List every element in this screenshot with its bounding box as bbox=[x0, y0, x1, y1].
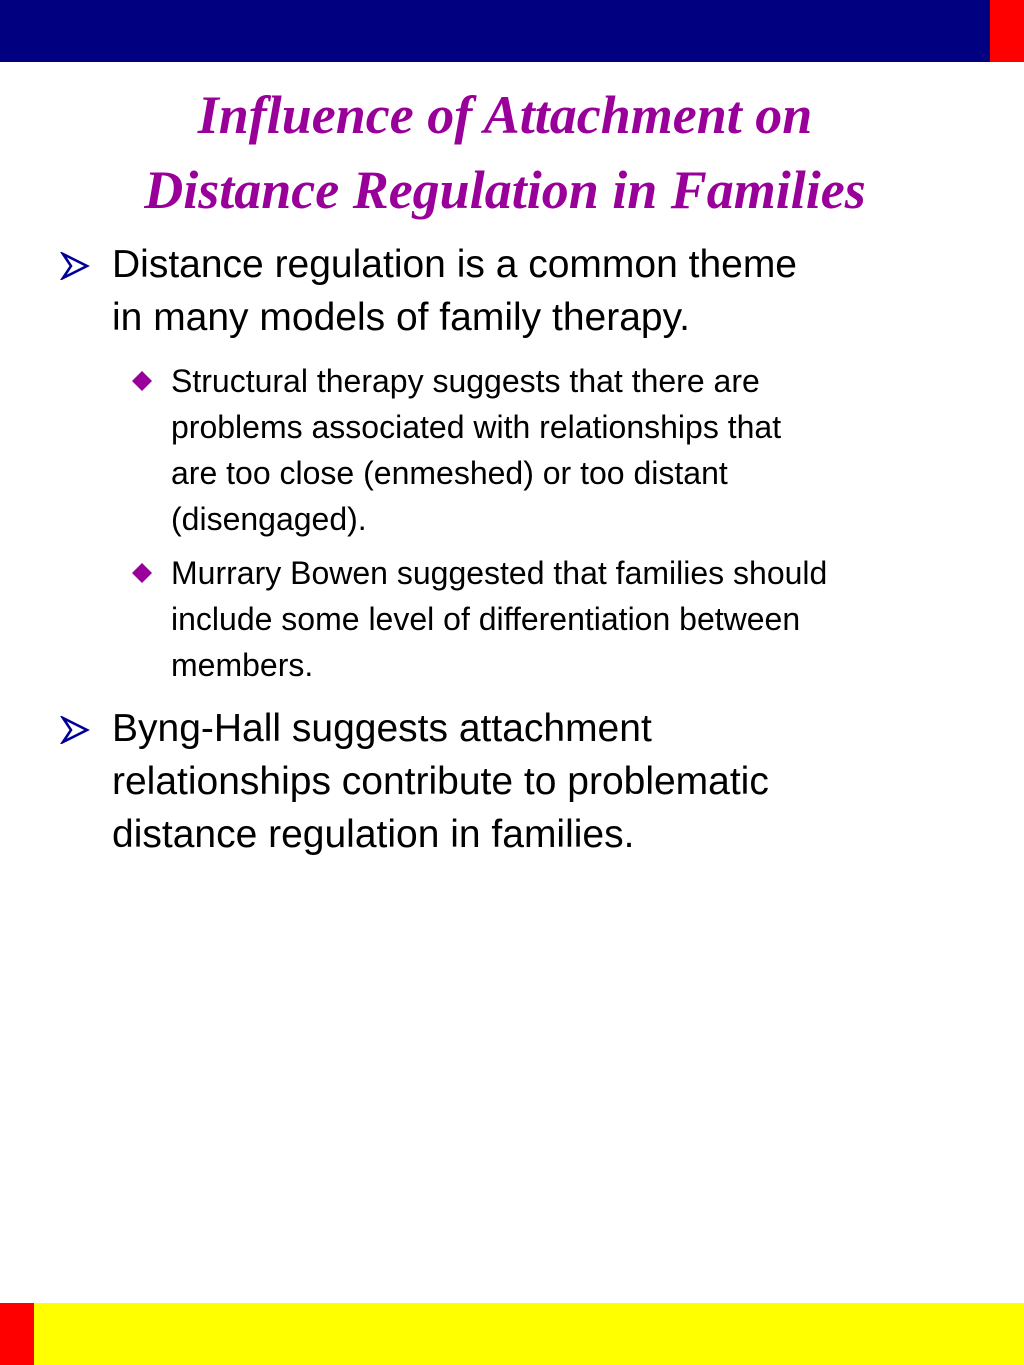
top-banner-bar bbox=[0, 0, 990, 62]
bottom-banner-bar bbox=[34, 1303, 1024, 1365]
diamond-bullet-icon bbox=[132, 371, 152, 391]
bullet-item bbox=[60, 238, 960, 688]
bullet-list bbox=[60, 238, 960, 861]
bullet-item bbox=[60, 702, 960, 861]
text-line: in many models of family therapy. bbox=[112, 296, 691, 339]
sub-bullet-text bbox=[171, 550, 960, 688]
arrowhead-bullet-icon bbox=[60, 716, 90, 744]
text-line: Byng-Hall suggests attachment bbox=[112, 707, 652, 750]
text-line: are too close (enmeshed) or too distant bbox=[171, 455, 728, 491]
bullet-text bbox=[112, 702, 960, 861]
sub-bullet-text bbox=[171, 358, 960, 542]
text-line: members. bbox=[171, 647, 314, 683]
text-line: (disengaged). bbox=[171, 501, 367, 537]
text-line: relationships contribute to problematic bbox=[112, 760, 769, 803]
title-line: Distance Regulation in Families bbox=[144, 160, 866, 220]
text-line: problems associated with relationships that bbox=[171, 409, 782, 445]
sub-bullet-item bbox=[60, 358, 960, 542]
bullet-text bbox=[112, 238, 960, 344]
sub-bullet-list bbox=[112, 358, 960, 688]
text-line: Structural therapy suggests that there are bbox=[171, 363, 760, 399]
text-line: include some level of differentiation between bbox=[171, 601, 801, 637]
arrowhead-bullet-icon bbox=[60, 252, 90, 280]
text-line: Distance regulation is a common theme bbox=[112, 243, 797, 286]
title-line: Influence of Attachment on bbox=[197, 85, 813, 145]
sub-bullet-item bbox=[60, 550, 960, 688]
text-line: Murrary Bowen suggested that families should bbox=[171, 555, 828, 591]
diamond-bullet-icon bbox=[132, 563, 152, 583]
text-line: distance regulation in families. bbox=[112, 813, 635, 856]
top-accent-block bbox=[990, 0, 1024, 62]
slide-title bbox=[0, 78, 1010, 228]
bottom-accent-block bbox=[0, 1303, 34, 1365]
